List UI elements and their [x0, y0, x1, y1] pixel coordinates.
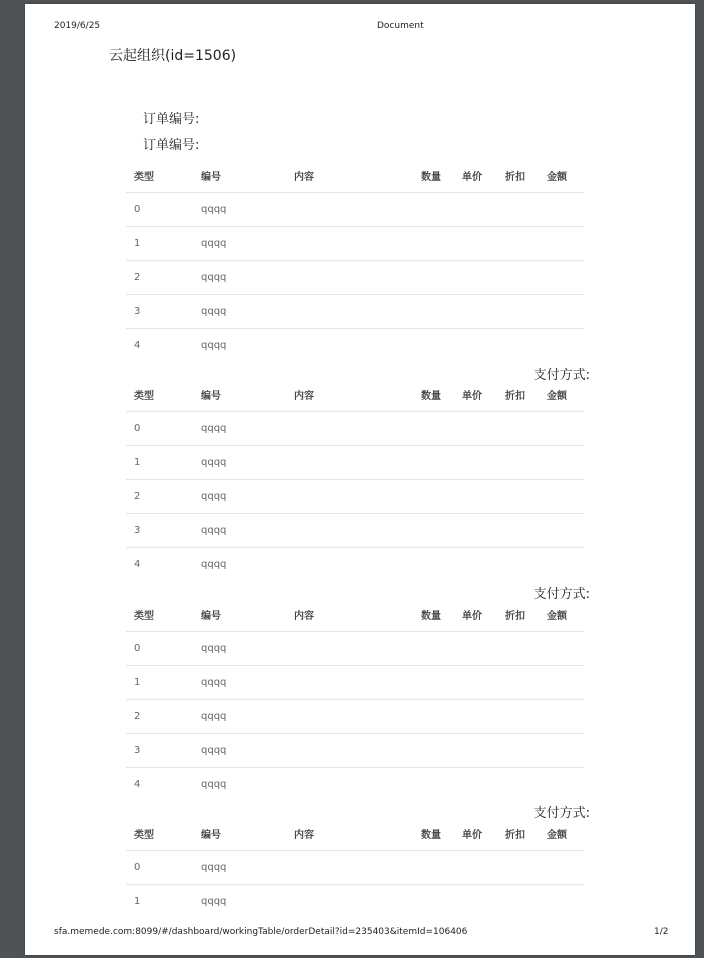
cell-amount: [539, 768, 584, 802]
column-header-quantity: 数量: [413, 158, 454, 193]
cell-amount: [539, 412, 584, 446]
cell-discount: [497, 480, 539, 514]
print-title: Document: [377, 21, 424, 31]
column-header-content: 内容: [286, 158, 413, 193]
cell-discount: [497, 193, 539, 227]
column-header-code: 编号: [193, 377, 286, 412]
column-header-type: 类型: [126, 377, 193, 412]
cell-code: qqqq: [193, 734, 286, 768]
cell-quantity: [413, 412, 454, 446]
cell-quantity: [413, 632, 454, 666]
cell-quantity: [413, 295, 454, 329]
cell-discount: [497, 261, 539, 295]
cell-quantity: [413, 514, 454, 548]
cell-unit-price: [454, 193, 497, 227]
table-row: [126, 885, 584, 919]
cell-amount: [539, 329, 584, 363]
cell-discount: [497, 768, 539, 802]
column-header-quantity: 数量: [413, 816, 454, 851]
column-header-code: 编号: [193, 597, 286, 632]
cell-type: 2: [126, 700, 193, 734]
cell-amount: [539, 446, 584, 480]
cell-code: qqqq: [193, 261, 286, 295]
cell-amount: [539, 193, 584, 227]
cell-type: 1: [126, 666, 193, 700]
cell-quantity: [413, 768, 454, 802]
cell-amount: [539, 227, 584, 261]
cell-type: 1: [126, 227, 193, 261]
table-row: [126, 768, 584, 802]
cell-quantity: [413, 666, 454, 700]
cell-unit-price: [454, 548, 497, 582]
column-header-content: 内容: [286, 816, 413, 851]
cell-unit-price: [454, 480, 497, 514]
cell-amount: [539, 632, 584, 666]
column-header-code: 编号: [193, 158, 286, 193]
cell-unit-price: [454, 666, 497, 700]
cell-content: [286, 632, 413, 666]
column-header-unit-price: 单价: [454, 816, 497, 851]
cell-unit-price: [454, 446, 497, 480]
cell-quantity: [413, 885, 454, 919]
cell-amount: [539, 548, 584, 582]
cell-discount: [497, 734, 539, 768]
cell-type: 0: [126, 193, 193, 227]
cell-unit-price: [454, 885, 497, 919]
print-url: sfa.memede.com:8099/#/dashboard/workingTable/orderDetail?id=235403&itemId=106406: [54, 927, 468, 937]
table-row: [126, 227, 584, 261]
cell-type: 1: [134, 896, 141, 907]
cell-code: qqqq: [193, 295, 286, 329]
cell-quantity: [413, 329, 454, 363]
column-header-content: 内容: [286, 377, 413, 412]
column-header-amount: 金额: [539, 597, 584, 632]
cell-code: qqqq: [193, 700, 286, 734]
cell-code: qqqq: [193, 666, 286, 700]
payment-method-label: 支付方式:: [533, 806, 590, 821]
table-row: [126, 700, 584, 734]
cell-type: 4: [134, 559, 141, 570]
cell-content: [286, 514, 413, 548]
table-row: [126, 480, 584, 514]
order-items-table: [126, 158, 584, 362]
column-header-unit-price: 单价: [454, 377, 497, 412]
cell-code: qqqq: [193, 514, 286, 548]
cell-code: qqqq: [193, 632, 286, 666]
cell-amount: [539, 261, 584, 295]
table-row: [126, 446, 584, 480]
cell-code: qqqq: [201, 559, 227, 570]
cell-discount: [497, 700, 539, 734]
column-header-amount: 金额: [539, 158, 584, 193]
cell-discount: [497, 227, 539, 261]
cell-discount: [497, 548, 539, 582]
cell-type: 4: [134, 779, 141, 790]
cell-amount: [539, 295, 584, 329]
order-items-table: [126, 377, 584, 581]
cell-unit-price: [454, 227, 497, 261]
column-header-quantity: 数量: [413, 597, 454, 632]
column-header-discount: 折扣: [497, 158, 539, 193]
cell-type: 3: [126, 514, 193, 548]
cell-content: [286, 700, 413, 734]
cell-amount: [539, 666, 584, 700]
cell-type: 0: [126, 632, 193, 666]
cell-discount: [497, 514, 539, 548]
cell-quantity: [413, 734, 454, 768]
cell-content: [286, 851, 413, 885]
cell-type: 0: [126, 851, 193, 885]
cell-type: 2: [126, 261, 193, 295]
cell-code: qqqq: [201, 340, 227, 351]
cell-content: [286, 261, 413, 295]
table-row: [126, 329, 584, 363]
cell-code: qqqq: [193, 412, 286, 446]
table-row: [126, 734, 584, 768]
cell-unit-price: [454, 412, 497, 446]
cell-code: qqqq: [193, 851, 286, 885]
page-number: 1/2: [654, 927, 669, 937]
table-row: [126, 412, 584, 446]
order-items-table: [126, 816, 584, 918]
payment-method-label: 支付方式:: [533, 587, 590, 602]
org-title: 云起组织(id=1506): [109, 48, 237, 64]
table-row: [126, 548, 584, 582]
table-row: [126, 632, 584, 666]
cell-content: [286, 768, 413, 802]
column-header-content: 内容: [286, 597, 413, 632]
payment-method-label: 支付方式:: [533, 368, 590, 383]
table-row: [126, 851, 584, 885]
cell-type: 0: [126, 412, 193, 446]
cell-unit-price: [454, 768, 497, 802]
column-header-discount: 折扣: [497, 816, 539, 851]
cell-unit-price: [454, 700, 497, 734]
cell-quantity: [413, 446, 454, 480]
cell-unit-price: [454, 261, 497, 295]
cell-discount: [497, 666, 539, 700]
cell-content: [286, 329, 413, 363]
table-header-row: [126, 158, 584, 193]
cell-unit-price: [454, 514, 497, 548]
column-header-amount: 金额: [539, 816, 584, 851]
column-header-discount: 折扣: [497, 597, 539, 632]
cell-amount: [539, 851, 584, 885]
cell-content: [286, 548, 413, 582]
order-number-label: 订单编号:: [143, 112, 200, 127]
cell-discount: [497, 329, 539, 363]
cell-amount: [539, 700, 584, 734]
cell-type: 3: [126, 734, 193, 768]
cell-discount: [497, 412, 539, 446]
table-row: [126, 261, 584, 295]
cell-content: [286, 412, 413, 446]
cell-unit-price: [454, 295, 497, 329]
cell-amount: [539, 885, 584, 919]
cell-content: [286, 446, 413, 480]
table-header-row: [126, 377, 584, 412]
cell-type: 3: [126, 295, 193, 329]
cell-quantity: [413, 261, 454, 295]
cell-type: 2: [126, 480, 193, 514]
cell-quantity: [413, 548, 454, 582]
table-header-row: [126, 816, 584, 851]
cell-discount: [497, 446, 539, 480]
table-row: [126, 295, 584, 329]
column-header-unit-price: 单价: [454, 158, 497, 193]
column-header-amount: 金额: [539, 377, 584, 412]
cell-quantity: [413, 851, 454, 885]
cell-unit-price: [454, 851, 497, 885]
cell-content: [286, 227, 413, 261]
cell-content: [286, 295, 413, 329]
column-header-discount: 折扣: [497, 377, 539, 412]
document-page: [25, 4, 695, 955]
table-row: [126, 193, 584, 227]
table-row: [126, 514, 584, 548]
column-header-type: 类型: [126, 597, 193, 632]
cell-quantity: [413, 193, 454, 227]
cell-content: [286, 666, 413, 700]
cell-discount: [497, 632, 539, 666]
cell-code: qqqq: [193, 446, 286, 480]
column-header-unit-price: 单价: [454, 597, 497, 632]
print-date: 2019/6/25: [54, 21, 101, 31]
cell-content: [286, 734, 413, 768]
cell-type: 1: [126, 446, 193, 480]
cell-discount: [497, 851, 539, 885]
cell-amount: [539, 480, 584, 514]
cell-discount: [497, 295, 539, 329]
cell-quantity: [413, 480, 454, 514]
cell-amount: [539, 514, 584, 548]
table-row: [126, 666, 584, 700]
cell-code: qqqq: [193, 480, 286, 514]
cell-unit-price: [454, 632, 497, 666]
cell-discount: [497, 885, 539, 919]
cell-unit-price: [454, 329, 497, 363]
column-header-type: 类型: [126, 158, 193, 193]
column-header-type: 类型: [126, 816, 193, 851]
cell-amount: [539, 734, 584, 768]
cell-code: qqqq: [193, 193, 286, 227]
cell-quantity: [413, 227, 454, 261]
cell-unit-price: [454, 734, 497, 768]
order-number-label: 订单编号:: [143, 138, 200, 153]
cell-code: qqqq: [193, 227, 286, 261]
cell-content: [286, 193, 413, 227]
cell-code: qqqq: [201, 779, 227, 790]
cell-type: 4: [134, 340, 141, 351]
cell-content: [286, 480, 413, 514]
table-header-row: [126, 597, 584, 632]
order-items-table: [126, 597, 584, 801]
cell-quantity: [413, 700, 454, 734]
cell-content: [286, 885, 413, 919]
column-header-code: 编号: [193, 816, 286, 851]
column-header-quantity: 数量: [413, 377, 454, 412]
cell-code: qqqq: [201, 896, 227, 907]
